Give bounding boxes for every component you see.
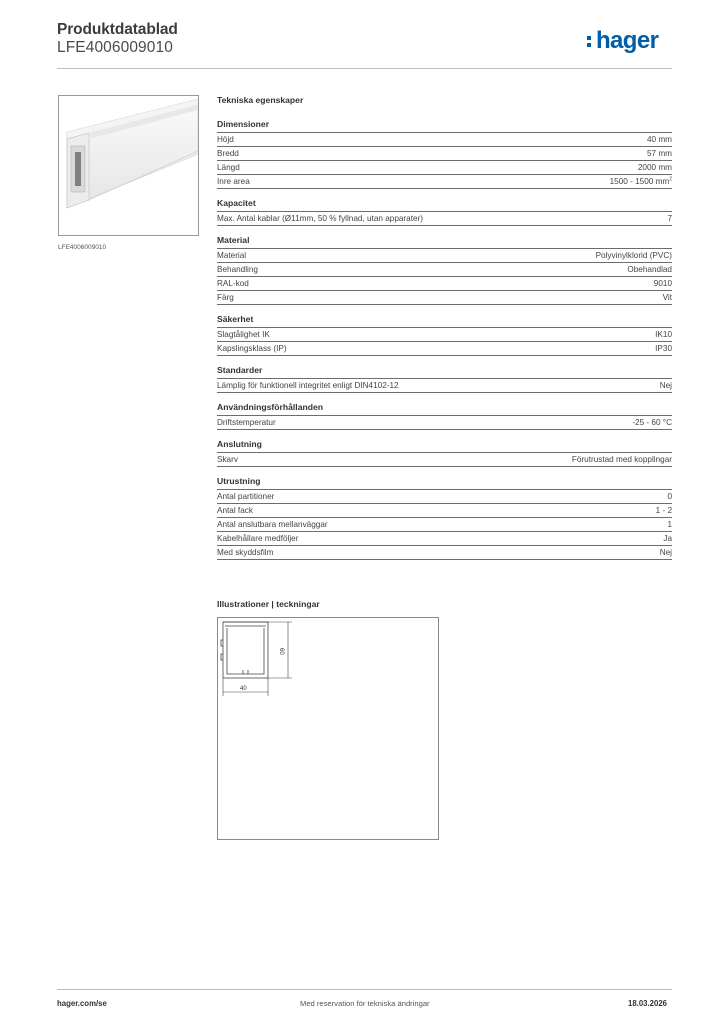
photo-caption: LFE4006009010 bbox=[58, 244, 107, 251]
row-label: Lämplig för funktionell integritet enligt DIN4102-12 bbox=[217, 381, 399, 390]
cable-trunking-image bbox=[59, 96, 198, 235]
page-title: Produktdatablad bbox=[57, 21, 178, 38]
row-value: Nej bbox=[659, 548, 672, 557]
table-row bbox=[217, 342, 672, 356]
row-value: Obehandlad bbox=[627, 265, 672, 274]
table-row bbox=[217, 291, 672, 305]
product-code: LFE4006009010 bbox=[57, 39, 173, 56]
row-label: Höjd bbox=[217, 135, 234, 144]
group-kapacitet bbox=[217, 198, 672, 226]
row-value: 57 mm bbox=[646, 149, 672, 158]
group-title: Användningsförhållanden bbox=[217, 402, 672, 416]
row-label: Max. Antal kablar (Ø11mm, 50 % fyllnad, utan apparater) bbox=[217, 214, 423, 223]
row-value: 7 bbox=[667, 214, 672, 223]
cross-section-drawing bbox=[218, 618, 438, 839]
table-row bbox=[217, 133, 672, 147]
group-anvandning bbox=[217, 402, 672, 430]
table-row bbox=[217, 504, 672, 518]
row-label: Inre area bbox=[217, 177, 250, 186]
row-value: Förutrustad med kopplingar bbox=[571, 455, 672, 464]
table-row bbox=[217, 416, 672, 430]
group-title: Anslutning bbox=[217, 439, 672, 453]
footer-disclaimer: Med reservation för tekniska ändringar bbox=[300, 999, 430, 1008]
row-value: 1 bbox=[667, 520, 672, 529]
illustrations-title: Illustrationer | teckningar bbox=[217, 599, 320, 609]
footer-website: hager.com/se bbox=[57, 999, 107, 1008]
table-row bbox=[217, 277, 672, 291]
row-label: Kabelhållare medföljer bbox=[217, 534, 299, 543]
table-row bbox=[217, 490, 672, 504]
group-material bbox=[217, 235, 672, 305]
row-label: Färg bbox=[217, 293, 234, 302]
row-value: 1 - 2 bbox=[655, 506, 672, 515]
row-value: Polyvinylklorid (PVC) bbox=[595, 251, 672, 260]
table-row bbox=[217, 161, 672, 175]
row-value: Vit bbox=[662, 293, 672, 302]
group-anslutning bbox=[217, 439, 672, 467]
row-value: 9010 bbox=[653, 279, 672, 288]
logo-dots-icon bbox=[587, 36, 593, 50]
group-title: Standarder bbox=[217, 365, 672, 379]
row-label: Behandling bbox=[217, 265, 258, 274]
product-photo bbox=[58, 95, 199, 236]
row-value: Nej bbox=[659, 381, 672, 390]
group-title: Material bbox=[217, 235, 672, 249]
group-dimensioner bbox=[217, 119, 672, 189]
table-row bbox=[217, 532, 672, 546]
technical-drawing bbox=[217, 617, 439, 840]
row-value-with-unit bbox=[610, 175, 672, 188]
row-value: 1500 - 1500 mm bbox=[609, 177, 670, 186]
group-sakerhet bbox=[217, 314, 672, 356]
row-label: Antal partitioner bbox=[217, 492, 275, 501]
height-dimension-label: 60 bbox=[278, 648, 284, 655]
row-label: Slagtålighet IK bbox=[217, 330, 270, 339]
specs-section bbox=[217, 95, 672, 569]
table-row bbox=[217, 147, 672, 161]
row-label: Driftstemperatur bbox=[217, 418, 276, 427]
group-title: Kapacitet bbox=[217, 198, 672, 212]
footer-divider bbox=[57, 989, 672, 990]
group-standarder bbox=[217, 365, 672, 393]
table-row bbox=[217, 379, 672, 393]
header-divider bbox=[57, 68, 672, 69]
table-row bbox=[217, 328, 672, 342]
logo-text: hager bbox=[596, 27, 659, 54]
table-row bbox=[217, 546, 672, 560]
unit-superscript: 2 bbox=[669, 176, 672, 183]
table-row bbox=[217, 175, 672, 189]
group-title: Dimensioner bbox=[217, 119, 672, 133]
table-row bbox=[217, 249, 672, 263]
footer-date: 18.03.2026 bbox=[628, 999, 668, 1008]
hager-logo bbox=[596, 29, 658, 57]
row-label: Antal fack bbox=[217, 506, 253, 515]
width-dimension-label: 40 bbox=[240, 686, 247, 692]
row-value: 2000 mm bbox=[637, 163, 672, 172]
table-row bbox=[217, 263, 672, 277]
group-title: Utrustning bbox=[217, 476, 672, 490]
row-value: 40 mm bbox=[646, 135, 672, 144]
row-label: Material bbox=[217, 251, 247, 260]
row-label: Med skyddsfilm bbox=[217, 548, 274, 557]
table-row bbox=[217, 453, 672, 467]
row-label: Längd bbox=[217, 163, 240, 172]
table-row bbox=[217, 212, 672, 226]
table-row bbox=[217, 518, 672, 532]
row-label: Antal anslutbara mellanväggar bbox=[217, 520, 328, 529]
row-label: Kapslingsklass (IP) bbox=[217, 344, 287, 353]
specs-title: Tekniska egenskaper bbox=[217, 95, 304, 105]
row-value: Ja bbox=[663, 534, 672, 543]
row-label: Bredd bbox=[217, 149, 239, 158]
row-label: RAL-kod bbox=[217, 279, 249, 288]
row-value: IP30 bbox=[655, 344, 672, 353]
row-value: 0 bbox=[667, 492, 672, 501]
row-value: IK10 bbox=[655, 330, 672, 339]
row-value: -25 - 60 °C bbox=[632, 418, 672, 427]
group-title: Säkerhet bbox=[217, 314, 672, 328]
group-utrustning bbox=[217, 476, 672, 560]
row-label: Skarv bbox=[217, 455, 238, 464]
